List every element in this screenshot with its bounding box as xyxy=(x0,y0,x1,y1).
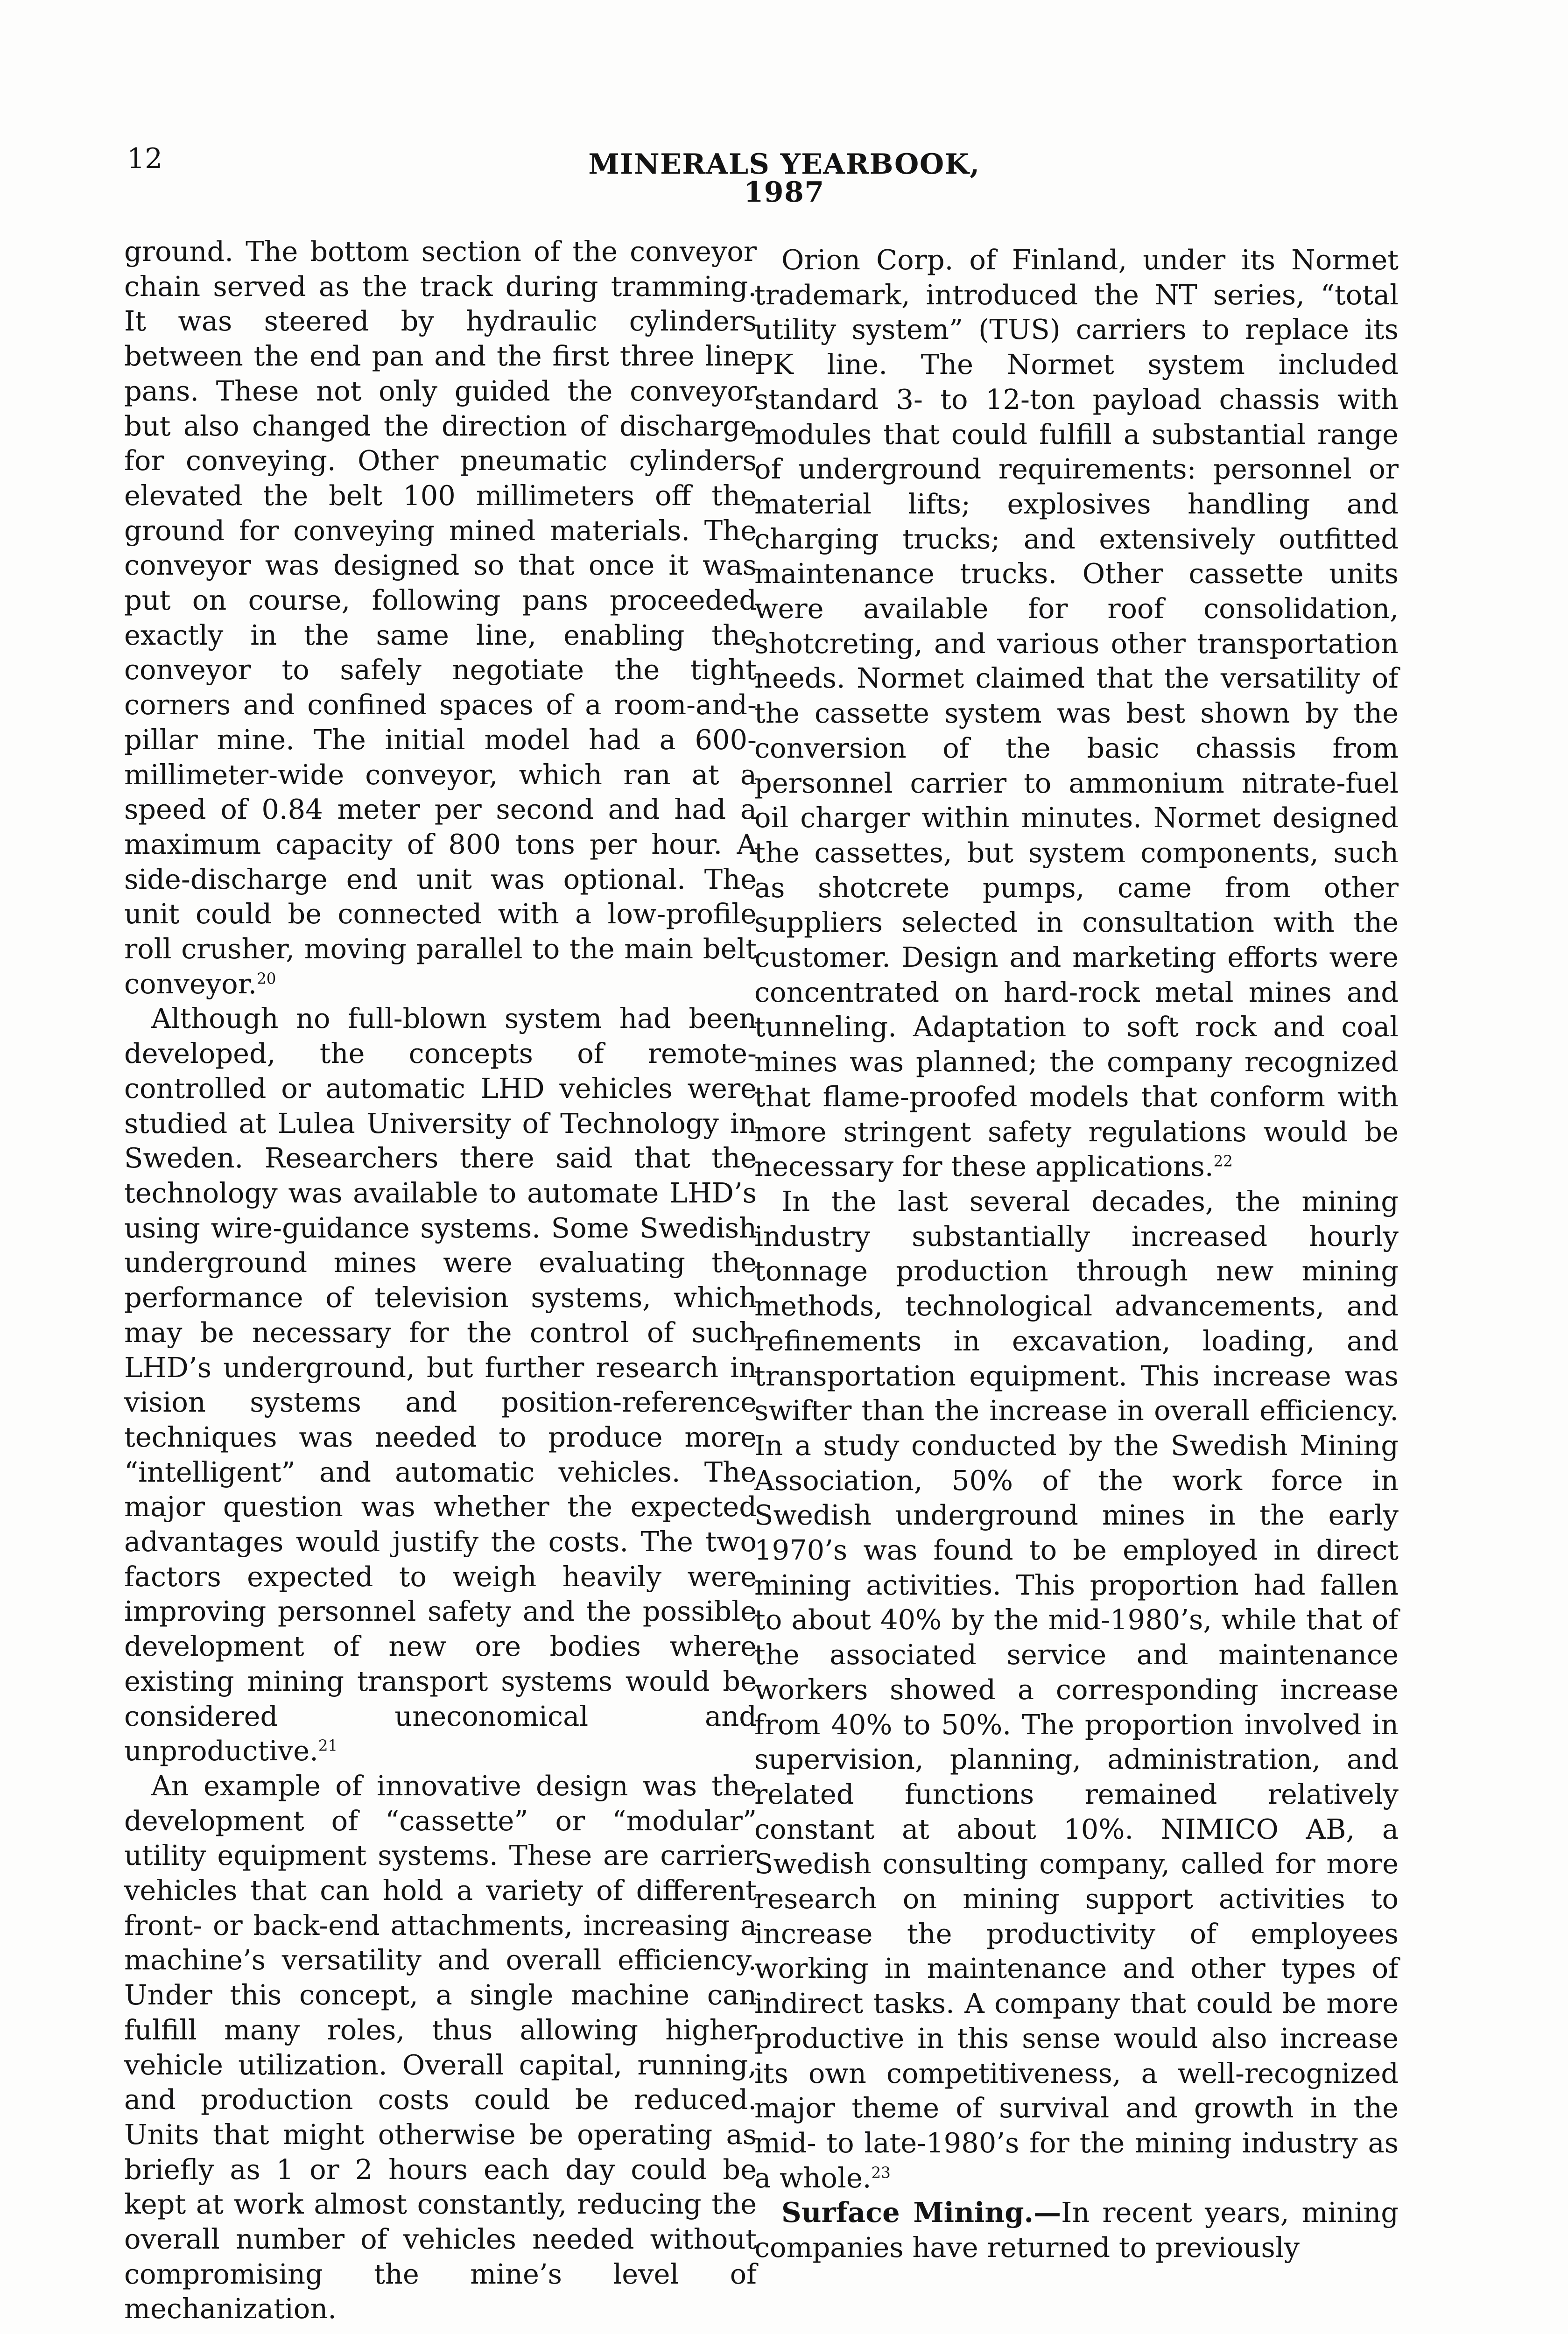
page-number: 12 xyxy=(127,142,163,175)
section-run-in-heading: Surface Mining. xyxy=(781,2196,1034,2229)
paragraph-text: In recent years, mining companies have returned to previously xyxy=(754,2196,1399,2264)
footnote-ref: 21 xyxy=(318,1736,338,1755)
paragraph-text: In the last several decades, the mining industry substantially increased hourly tonnage production through new mining methods, technological advancements, and refinements in excavation, loading, and transportation equipment. This increase was swifter than the increase in overall efficiency. In a study conducted by the Swedish Mining Association, 50% of the work force in Swedish underground mines in the early 1970’s was found to be employed in direct mining activities. This proportion had fallen to about 40% by the mid-1980’s, while that of the associated service and maintenance workers showed a corresponding increase from 40% to 50%. The proportion involved in supervision, planning, administration, and related functions remained relatively constant at about 10%. NIMICO AB, a Swedish consulting company, called for more research on mining support activities to increase the productivity of employees working in maintenance and other types of indirect tasks. A company that could be more productive in this sense would also increase its own competitiveness, a well-recognized major theme of survival and growth in the mid- to late-1980’s for the mining industry as a whole. xyxy=(754,1185,1399,2194)
heading-dash: — xyxy=(1034,2196,1062,2229)
footnote-ref: 20 xyxy=(257,970,276,988)
paragraph-cassette-systems xyxy=(124,1769,757,2327)
footnote-ref: 23 xyxy=(871,2164,891,2182)
paragraph-surface-mining xyxy=(754,2195,1399,2265)
footnote-ref: 22 xyxy=(1213,1152,1233,1170)
paragraph-normet xyxy=(754,243,1399,1184)
paragraph-text: ground. The bottom section of the conveyor chain served as the track during tramming. It was steered by hydraulic cylinders between the end pan and the first three line pans. These not only guided the conveyor but also changed the direction of discharge for conveying. Other pneumatic cylinders elevated the belt 100 millimeters off the ground for conveying mined materials. The conveyor was designed so that once it was put on course, following pans proceeded exactly in the same line, enabling the conveyor to safely negotiate the tight corners and confined spaces of a room-and-pillar mine. The initial model had a 600-millimeter-wide conveyor, which ran at a speed of 0.84 meter per second and had a maximum capacity of 800 tons per hour. A side-discharge end unit was optional. The unit could be connected with a low-profile roll crusher, moving parallel to the main belt conveyor. xyxy=(124,235,757,1000)
paragraph-text: Although no full-blown system had been developed, the concepts of remote-controlled or automatic LHD vehicles were studied at Lulea University of Technology in Sweden. Researchers there said that the technology was available to automate LHD’s using wire-guidance systems. Some Swedish underground mines were evaluating the performance of television systems, which may be necessary for the control of such LHD’s underground, but further research in vision systems and position-reference techniques was needed to produce more “intelligent” and automatic vehicles. The major question was whether the expected advantages would justify the costs. The two factors expected to weigh heavily were improving personnel safety and the possible development of new ore bodies where existing mining transport systems would be considered uneconomical and unproductive. xyxy=(124,1002,757,1767)
paragraph-lhd-automation xyxy=(124,1001,757,1768)
paragraph-text: An example of innovative design was the development of “cassette” or “modular” utility equipment systems. These are carrier vehicles that can hold a variety of different front- or back-end attachments, increasing a machine’s versatility and overall efficiency. Under this concept, a single machine can fulfill many roles, thus allowing higher vehicle utilization. Overall capital, running, and production costs could be reduced. Units that might otherwise be operating as briefly as 1 or 2 hours each day could be kept at work almost constantly, reducing the overall number of vehicles needed without compromising the mine’s level of mechanization. xyxy=(124,1769,757,2325)
running-title: MINERALS YEARBOOK, 1987 xyxy=(588,148,980,209)
paragraph-conveyor-continuation xyxy=(124,234,757,1001)
paragraph-productivity xyxy=(754,1184,1399,2195)
paragraph-text: Orion Corp. of Finland, under its Normet trademark, introduced the NT series, “total utility system” (TUS) carriers to replace its PK line. The Normet system included standard 3- to 12-ton payload chassis with modules that could fulfill a substantial range of underground requirements: personnel or material lifts; explosives handling and charging trucks; and extensively outfitted maintenance trucks. Other cassette units were available for roof consolidation, shotcreting, and various other transportation needs. Normet claimed that the versatility of the cassette system was best shown by the conversion of the basic chassis from personnel carrier to ammonium nitrate-fuel oil charger within minutes. Normet designed the cassettes, but system components, such as shotcrete pumps, came from other suppliers selected in consultation with the customer. Design and marketing efforts were concentrated on hard-rock metal mines and tunneling. Adaptation to soft rock and coal mines was planned; the company recognized that flame-proofed models that conform with more stringent safety regulations would be necessary for these applications. xyxy=(754,244,1399,1183)
right-column xyxy=(754,243,1399,2265)
left-column xyxy=(124,234,757,2327)
